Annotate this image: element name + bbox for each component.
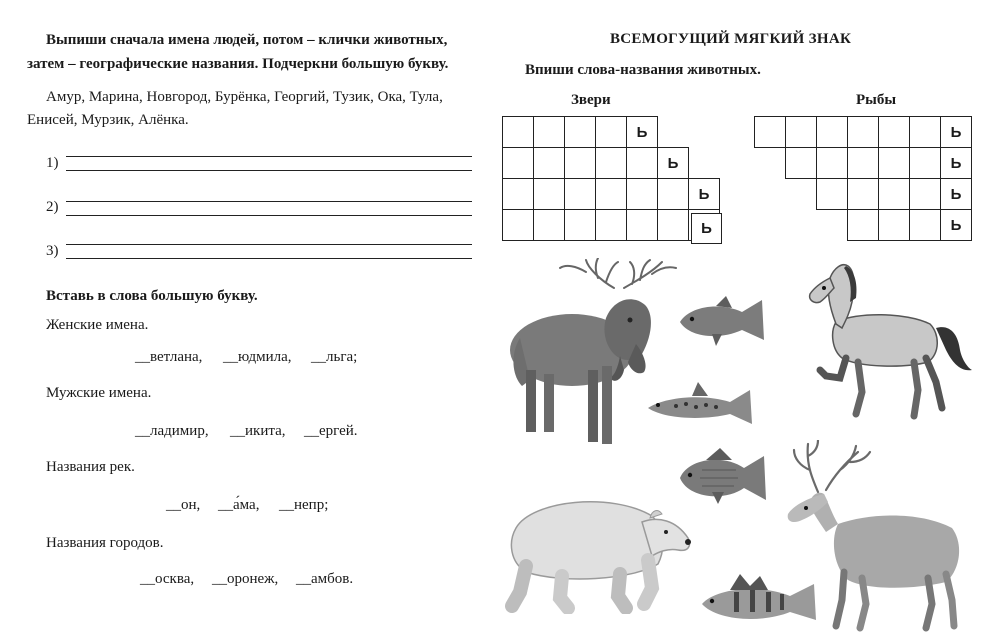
- grid-cell[interactable]: [910, 117, 941, 148]
- answer-line[interactable]: [66, 258, 472, 259]
- grid-cell[interactable]: [848, 210, 879, 241]
- grid-cell[interactable]: [534, 117, 565, 148]
- soft-sign-cell: Ь: [941, 148, 972, 179]
- grid-cell[interactable]: [879, 148, 910, 179]
- grid-cell[interactable]: [817, 179, 848, 210]
- grid-cell[interactable]: [565, 179, 596, 210]
- soft-sign-cell: Ь: [941, 179, 972, 210]
- fill-word[interactable]: __льга;: [311, 349, 358, 365]
- task2-title: Вставь в слова большую букву.: [46, 288, 258, 304]
- grid-cell[interactable]: [596, 117, 627, 148]
- grid-cell[interactable]: [658, 179, 689, 210]
- grid-cell[interactable]: [534, 148, 565, 179]
- rivers-row: [166, 497, 328, 514]
- grid-cell[interactable]: [817, 148, 848, 179]
- answer-label-2: 2): [46, 199, 59, 215]
- fish-grid: [754, 116, 972, 241]
- fill-word[interactable]: __он,: [166, 497, 201, 513]
- grid-cell[interactable]: [534, 179, 565, 210]
- soft-sign-cell: Ь: [691, 213, 722, 244]
- group-title-rivers: Названия рек.: [46, 459, 135, 475]
- fill-word[interactable]: __непр;: [279, 497, 329, 513]
- soft-sign-cell: Ь: [941, 117, 972, 148]
- task1-line1: Выпиши сначала имена людей, потом – клички животных,: [46, 32, 448, 48]
- grid-cell[interactable]: [596, 210, 627, 241]
- grid-cell[interactable]: [503, 210, 534, 241]
- answer-line[interactable]: [66, 156, 472, 157]
- group-title-female: Женские имена.: [46, 317, 149, 333]
- female-names-row: [135, 349, 357, 366]
- grid-cell[interactable]: [565, 117, 596, 148]
- answer-label-3: 3): [46, 243, 59, 259]
- grid-cell[interactable]: [565, 210, 596, 241]
- words-line2: Енисей, Мурзик, Алёнка.: [27, 112, 189, 128]
- answer-line[interactable]: [66, 201, 472, 202]
- grid-cell[interactable]: [817, 117, 848, 148]
- grid-cell[interactable]: [786, 117, 817, 148]
- fill-word[interactable]: __юдмила,: [223, 349, 292, 365]
- grid-cell[interactable]: [879, 117, 910, 148]
- fill-word[interactable]: __ергей.: [304, 423, 358, 439]
- fish-loach-illustration: [646, 380, 758, 430]
- fish-label: Рыбы: [856, 92, 897, 108]
- grid-cell[interactable]: [879, 179, 910, 210]
- answer-line[interactable]: [66, 170, 472, 171]
- horse-illustration: [796, 258, 974, 420]
- beasts-label: Звери: [571, 92, 611, 108]
- grid-cell[interactable]: [910, 148, 941, 179]
- male-names-row: [135, 423, 358, 440]
- task1-line2: затем – географические названия. Подчеркни большую букву.: [27, 56, 449, 72]
- fish-tench-illustration: [676, 294, 772, 348]
- group-title-male: Мужские имена.: [46, 385, 152, 401]
- grid-cell[interactable]: [503, 179, 534, 210]
- page-title: ВСЕМОГУЩИЙ МЯГКИЙ ЗНАК: [610, 31, 852, 47]
- fill-word[interactable]: __ветлана,: [135, 349, 203, 365]
- fill-word[interactable]: __ладимир,: [135, 423, 209, 439]
- grid-cell[interactable]: [658, 210, 689, 241]
- soft-sign-cell: Ь: [689, 179, 720, 210]
- fill-word[interactable]: __икита,: [230, 423, 286, 439]
- group-title-cities: Названия городов.: [46, 535, 164, 551]
- fill-word[interactable]: __а́ма,: [218, 497, 260, 513]
- answer-line[interactable]: [66, 244, 472, 245]
- grid-cell[interactable]: [848, 148, 879, 179]
- soft-sign-cell: Ь: [627, 117, 658, 148]
- grid-cell[interactable]: [503, 117, 534, 148]
- grid-cell[interactable]: [848, 117, 879, 148]
- fish-perch-illustration: [700, 572, 822, 628]
- grid-cell[interactable]: [596, 148, 627, 179]
- beasts-grid: [502, 116, 720, 241]
- grid-cell[interactable]: [596, 179, 627, 210]
- grid-cell[interactable]: [534, 210, 565, 241]
- fill-word[interactable]: __амбов.: [296, 571, 354, 587]
- grid-cell[interactable]: [627, 210, 658, 241]
- soft-sign-cell: Ь: [941, 210, 972, 241]
- grid-cell[interactable]: [910, 179, 941, 210]
- grid-cell[interactable]: [627, 179, 658, 210]
- soft-sign-cell: Ь: [658, 148, 689, 179]
- cities-row: [140, 571, 353, 588]
- grid-cell[interactable]: [503, 148, 534, 179]
- grid-cell[interactable]: [848, 179, 879, 210]
- answer-line[interactable]: [66, 215, 472, 216]
- grid-cell[interactable]: [755, 117, 786, 148]
- grid-cell[interactable]: [910, 210, 941, 241]
- instruction: Впиши слова-названия животных.: [525, 62, 761, 78]
- answer-label-1: 1): [46, 155, 59, 171]
- grid-cell[interactable]: [565, 148, 596, 179]
- grid-cell[interactable]: [879, 210, 910, 241]
- words-line1: Амур, Марина, Новгород, Бурёнка, Георгий, Тузик, Ока, Тула,: [46, 89, 443, 105]
- bear-illustration: [502, 488, 696, 614]
- fill-word[interactable]: __оронеж,: [212, 571, 279, 587]
- grid-cell[interactable]: [786, 148, 817, 179]
- fill-word[interactable]: __осква,: [140, 571, 195, 587]
- grid-cell[interactable]: [627, 148, 658, 179]
